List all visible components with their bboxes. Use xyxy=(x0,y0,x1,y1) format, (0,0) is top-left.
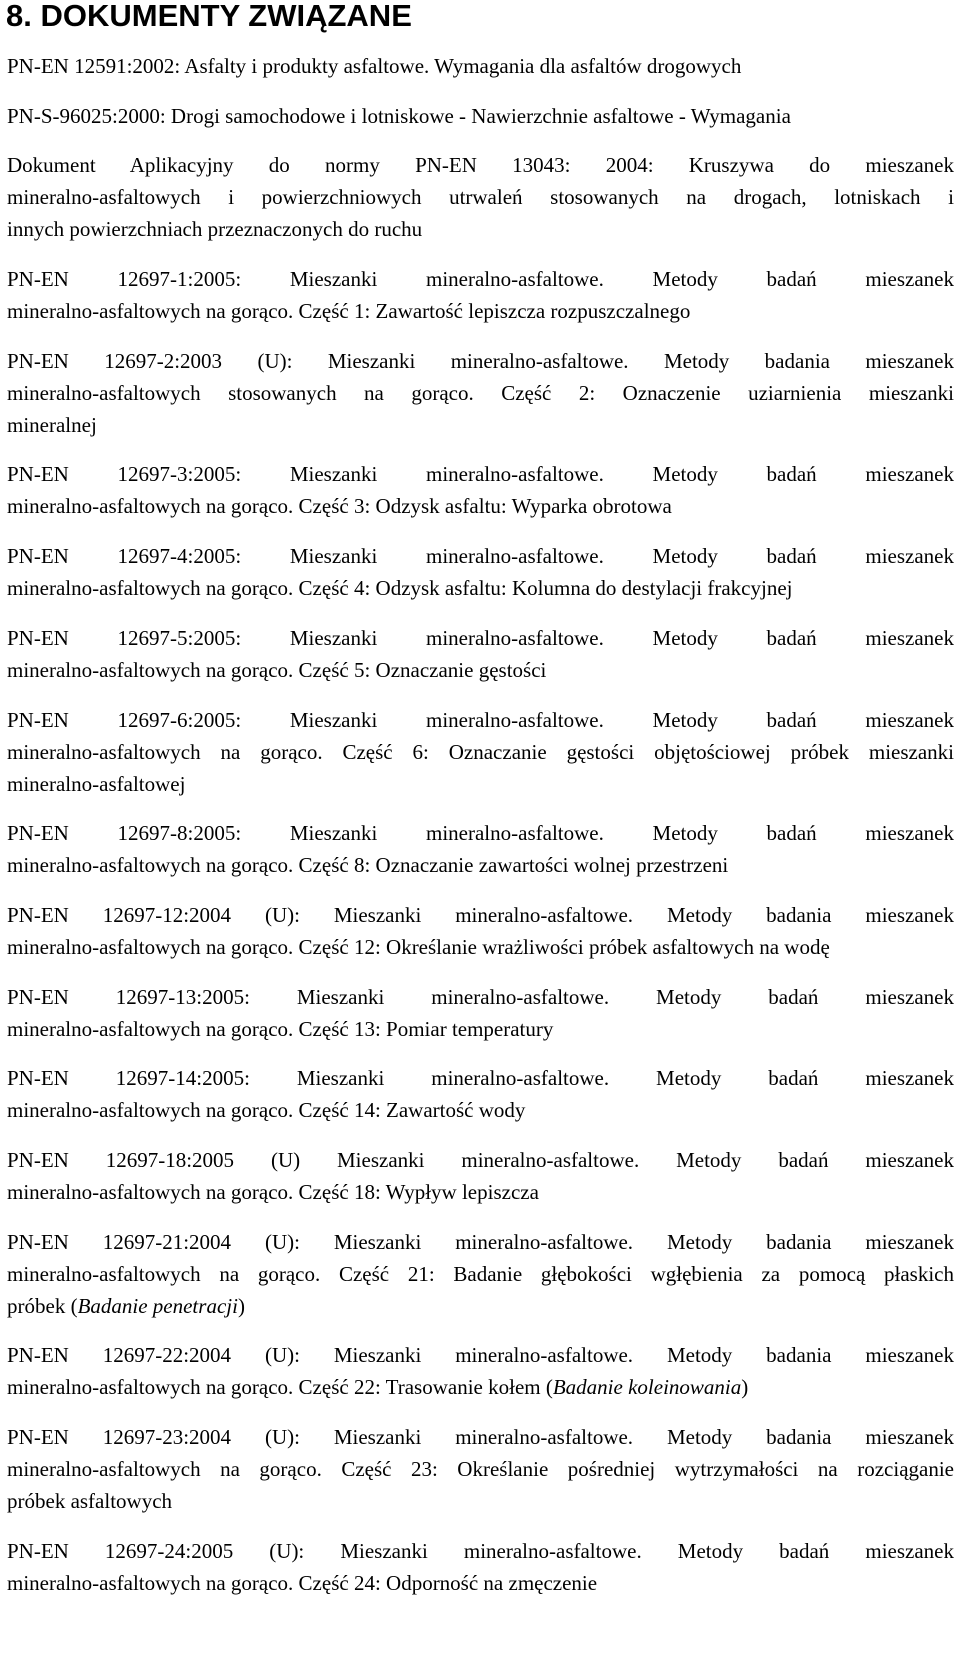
document-entry xyxy=(7,899,954,963)
document-entry xyxy=(7,622,954,686)
entry-line: mineralno-asfaltowych na gorąco. Część 23: Określanie pośredniej wytrzymałości na rozciąganie xyxy=(7,1457,954,1481)
entry-line: PN-EN 12591:2002: Asfalty i produkty asfaltowe. Wymagania dla asfaltów drogowych xyxy=(7,54,742,78)
document-entry xyxy=(7,458,954,522)
entry-line: PN-EN 12697-8:2005: Mieszanki mineralno-asfaltowe. Metody badań mieszanek xyxy=(7,821,954,846)
entry-line: PN-EN 12697-3:2005: Mieszanki mineralno-asfaltowe. Metody badań mieszanek xyxy=(7,462,954,487)
section-heading: 8. DOKUMENTY ZWIĄZANE xyxy=(6,0,412,33)
entry-line: mineralno-asfaltowych stosowanych na gorąco. Część 2: Oznaczenie uziarnienia mieszanki xyxy=(7,380,954,405)
entry-line: PN-EN 12697-5:2005: Mieszanki mineralno-asfaltowe. Metody badań mieszanek xyxy=(7,625,954,650)
document-entry xyxy=(7,1421,954,1517)
entry-italic-text: Badanie penetracji xyxy=(77,1293,238,1318)
entry-text: próbek ( xyxy=(7,1293,78,1318)
document-entry xyxy=(7,100,954,132)
entry-line: PN-EN 12697-2:2003 (U): Mieszanki mineralno-asfaltowe. Metody badania mieszanek xyxy=(7,348,954,373)
document-entry xyxy=(7,1144,954,1208)
entry-line: mineralno-asfaltowych i powierzchniowych utrwaleń stosowanych na drogach, lotniskach i xyxy=(7,185,954,210)
document-entry xyxy=(7,981,954,1045)
entry-line: mineralno-asfaltowych na gorąco. Część 21: Badanie głębokości wgłębienia za pomocą płaskich xyxy=(7,1261,954,1286)
document-entry xyxy=(7,50,954,82)
entry-line: PN-EN 12697-4:2005: Mieszanki mineralno-asfaltowe. Metody badań mieszanek xyxy=(7,544,954,569)
entry-line: PN-EN 12697-23:2004 (U): Mieszanki mineralno-asfaltowe. Metody badania mieszanek xyxy=(7,1425,954,1449)
document-entry xyxy=(7,1339,954,1403)
entry-line: Dokument Aplikacyjny do normy PN-EN 13043: 2004: Kruszywa do mieszanek xyxy=(7,153,954,178)
entry-line xyxy=(7,1371,954,1403)
document-entry xyxy=(7,1062,954,1126)
document-entry xyxy=(7,1226,954,1322)
entry-line: mineralno-asfaltowych na gorąco. Część 4: Odzysk asfaltu: Kolumna do destylacji frakcyjnej xyxy=(7,576,793,601)
entry-line: PN-EN 12697-21:2004 (U): Mieszanki mineralno-asfaltowe. Metody badania mieszanek xyxy=(7,1229,954,1254)
entry-text: ) xyxy=(741,1375,749,1400)
entry-line: mineralnej xyxy=(7,412,97,437)
entry-line: mineralno-asfaltowych na gorąco. Część 6: Oznaczanie gęstości objętościowej próbek mieszanki xyxy=(7,739,954,764)
entry-text: mineralno-asfaltowych na gorąco. Część 22: Trasowanie kołem ( xyxy=(7,1375,553,1400)
entry-line: innych powierzchniach przeznaczonych do ruchu xyxy=(7,217,423,242)
document-entry xyxy=(7,263,954,327)
entry-line: mineralno-asfaltowych na gorąco. Część 13: Pomiar temperatury xyxy=(7,1016,554,1041)
document-entry xyxy=(7,149,954,245)
entry-text: ) xyxy=(237,1293,245,1318)
entry-line: PN-EN 12697-12:2004 (U): Mieszanki mineralno-asfaltowe. Metody badania mieszanek xyxy=(7,902,954,927)
entry-line: mineralno-asfaltowych na gorąco. Część 5: Oznaczanie gęstości xyxy=(7,657,547,682)
entry-line: mineralno-asfaltowych na gorąco. Część 14: Zawartość wody xyxy=(7,1098,526,1123)
entry-line: PN-EN 12697-22:2004 (U): Mieszanki mineralno-asfaltowe. Metody badania mieszanek xyxy=(7,1343,954,1368)
entry-line: mineralno-asfaltowych na gorąco. Część 12: Określanie wrażliwości próbek asfaltowych na wodę xyxy=(7,934,830,959)
entry-line: PN-EN 12697-14:2005: Mieszanki mineralno-asfaltowe. Metody badań mieszanek xyxy=(7,1066,954,1091)
entry-line xyxy=(7,1290,954,1322)
document-entry xyxy=(7,540,954,604)
entry-line: PN-EN 12697-24:2005 (U): Mieszanki mineralno-asfaltowe. Metody badań mieszanek xyxy=(7,1538,954,1563)
entry-line: mineralno-asfaltowych na gorąco. Część 18: Wypływ lepiszcza xyxy=(7,1179,539,1204)
entry-line: mineralno-asfaltowej xyxy=(7,771,186,796)
entry-line: próbek asfaltowych xyxy=(7,1489,173,1513)
document-entry xyxy=(7,345,954,441)
document-entry xyxy=(7,704,954,800)
entry-line: mineralno-asfaltowych na gorąco. Część 1: Zawartość lepiszcza rozpuszczalnego xyxy=(7,299,691,324)
entry-line: PN-S-96025:2000: Drogi samochodowe i lotniskowe - Nawierzchnie asfaltowe - Wymagania xyxy=(7,103,791,128)
entry-line: mineralno-asfaltowych na gorąco. Część 8: Oznaczanie zawartości wolnej przestrzeni xyxy=(7,853,729,878)
document-entry xyxy=(7,817,954,881)
entry-line: PN-EN 12697-13:2005: Mieszanki mineralno-asfaltowe. Metody badań mieszanek xyxy=(7,984,954,1009)
document-entry xyxy=(7,1535,954,1599)
entry-line: mineralno-asfaltowych na gorąco. Część 3: Odzysk asfaltu: Wyparka obrotowa xyxy=(7,494,672,519)
related-documents-list xyxy=(7,50,954,1616)
entry-line: PN-EN 12697-18:2005 (U) Mieszanki mineralno-asfaltowe. Metody badań mieszanek xyxy=(7,1147,954,1172)
entry-line: mineralno-asfaltowych na gorąco. Część 24: Odporność na zmęczenie xyxy=(7,1570,598,1595)
entry-italic-text: Badanie koleinowania xyxy=(552,1375,742,1400)
entry-line: PN-EN 12697-6:2005: Mieszanki mineralno-asfaltowe. Metody badań mieszanek xyxy=(7,707,954,732)
entry-line: PN-EN 12697-1:2005: Mieszanki mineralno-asfaltowe. Metody badań mieszanek xyxy=(7,267,954,292)
